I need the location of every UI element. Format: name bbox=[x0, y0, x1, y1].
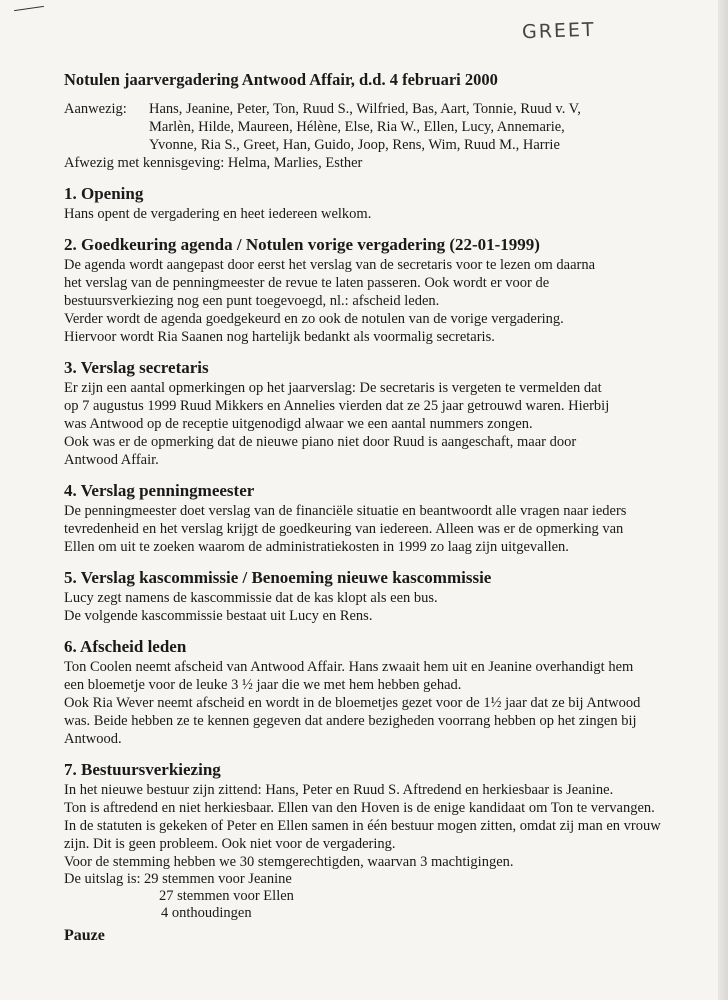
section-text-line: het verslag van de penningmeester de revue te laten passeren. Ook wordt er voor de bbox=[64, 275, 550, 291]
section-heading: 5. Verslag kascommissie / Benoeming nieuwe kascommissie bbox=[64, 568, 492, 587]
attendance-line: Marlèn, Hilde, Maureen, Hélène, Else, Ria W., Ellen, Lucy, Annemarie, bbox=[149, 119, 565, 135]
section-text-line: op 7 augustus 1999 Ruud Mikkers en Annelies vierden dat ze 25 jaar getrouwd waren. Hierbij bbox=[64, 398, 610, 414]
closing-pause: Pauze bbox=[64, 927, 105, 944]
agenda-section bbox=[64, 481, 714, 556]
section-text-line: Ellen om uit te zoeken waarom de administratiekosten in 1999 zo laag zijn uitgevallen. bbox=[64, 539, 569, 555]
section-text-line: tevredenheid en het verslag krijgt de goedkeuring van iedereen. Alleen was er de opmerking van bbox=[64, 521, 624, 537]
section-text-line: De volgende kascommissie bestaat uit Lucy en Rens. bbox=[64, 608, 373, 624]
section-text-line: In de statuten is gekeken of Peter en Ellen samen in één bestuur mogen zitten, omdat zij man en vrouw bbox=[64, 818, 661, 834]
section-text-line: Antwood. bbox=[64, 731, 122, 747]
section-heading: 3. Verslag secretaris bbox=[64, 358, 209, 377]
section-text-line: Ton Coolen neemt afscheid van Antwood Affair. Hans zwaait hem uit en Jeanine overhandigt hem bbox=[64, 659, 634, 675]
vote-result-line: 27 stemmen voor Ellen bbox=[159, 888, 294, 904]
section-text-line: Antwood Affair. bbox=[64, 452, 159, 468]
sections-container bbox=[64, 184, 714, 871]
vote-result-label: De uitslag is: bbox=[64, 871, 141, 887]
section-heading: 4. Verslag penningmeester bbox=[64, 481, 255, 500]
section-text-line: Ton is aftredend en niet herkiesbaar. Ellen van den Hoven is de enige kandidaat om Ton te vervangen. bbox=[64, 800, 655, 816]
agenda-section bbox=[64, 637, 714, 748]
handwritten-note: GREET bbox=[521, 18, 596, 44]
attendance-names bbox=[149, 100, 714, 154]
section-text-line: Hiervoor wordt Ria Saanen nog hartelijk bedankt als voormalig secretaris. bbox=[64, 329, 495, 345]
section-text-line: was. Beide hebben ze te kennen gegeven dat andere bezigheden voorrang hebben op het zingen bij bbox=[64, 713, 637, 729]
agenda-section bbox=[64, 760, 714, 871]
section-text-line: Er zijn een aantal opmerkingen op het jaarverslag: De secretaris is vergeten te vermelden dat bbox=[64, 380, 602, 396]
section-text-line: was Antwood op de receptie uitgenodigd alwaar we een aantal nummers zongen. bbox=[64, 416, 533, 432]
agenda-section bbox=[64, 568, 714, 625]
minutes-document bbox=[64, 70, 714, 945]
section-text-line: zijn. Dit is geen probleem. Ook niet voor de vergadering. bbox=[64, 836, 396, 852]
absent-line: Afwezig met kennisgeving: Helma, Marlies, Esther bbox=[64, 155, 363, 171]
agenda-section bbox=[64, 235, 714, 346]
attendance-line: Yvonne, Ria S., Greet, Han, Guido, Joop, Rens, Wim, Ruud M., Harrie bbox=[149, 137, 560, 153]
page-edge bbox=[718, 0, 728, 1000]
section-text-line: Hans opent de vergadering en heet iedereen welkom. bbox=[64, 206, 372, 222]
section-text-line: Ook was er de opmerking dat de nieuwe piano niet door Ruud is aangeschaft, maar door bbox=[64, 434, 577, 450]
section-heading: 7. Bestuursverkiezing bbox=[64, 760, 221, 779]
vote-result bbox=[64, 871, 714, 922]
section-text-line: Voor de stemming hebben we 30 stemgerechtigden, waarvan 3 machtigingen. bbox=[64, 854, 514, 870]
agenda-section bbox=[64, 184, 714, 223]
section-text-line: bestuursverkiezing nog een punt toegevoegd, nl.: afscheid leden. bbox=[64, 293, 440, 309]
section-text-line: De agenda wordt aangepast door eerst het verslag van de secretaris voor te lezen om daarna bbox=[64, 257, 596, 273]
vote-result-line: 29 stemmen voor Jeanine bbox=[144, 871, 292, 887]
section-text-line: Ook Ria Wever neemt afscheid en wordt in de bloemetjes gezet voor de 1½ jaar dat ze bij Antwood bbox=[64, 695, 641, 711]
attendance-line: Hans, Jeanine, Peter, Ton, Ruud S., Wilfried, Bas, Aart, Tonnie, Ruud v. V, bbox=[149, 101, 581, 117]
section-text-line: Lucy zegt namens de kascommissie dat de kas klopt als een bus. bbox=[64, 590, 438, 606]
pen-mark bbox=[14, 6, 44, 11]
section-heading: 6. Afscheid leden bbox=[64, 637, 187, 656]
section-text-line: een bloemetje voor de leuke 3 ½ jaar die we met hem hebben gehad. bbox=[64, 677, 462, 693]
section-heading: 1. Opening bbox=[64, 184, 144, 203]
section-heading: 2. Goedkeuring agenda / Notulen vorige vergadering (22-01-1999) bbox=[64, 235, 540, 254]
vote-result-line: 4 onthoudingen bbox=[161, 905, 252, 921]
document-title: Notulen jaarvergadering Antwood Affair, d.d. 4 februari 2000 bbox=[64, 70, 498, 89]
section-text-line: Verder wordt de agenda goedgekeurd en zo ook de notulen van de vorige vergadering. bbox=[64, 311, 564, 327]
attendance-block bbox=[64, 100, 714, 172]
section-text-line: De penningmeester doet verslag van de financiële situatie en beantwoordt alle vragen naar ieders bbox=[64, 503, 627, 519]
attendance-label: Aanwezig: bbox=[64, 101, 127, 117]
agenda-section bbox=[64, 358, 714, 469]
section-text-line: In het nieuwe bestuur zijn zittend: Hans, Peter en Ruud S. Aftredend en herkiesbaar is Jeanine. bbox=[64, 782, 614, 798]
